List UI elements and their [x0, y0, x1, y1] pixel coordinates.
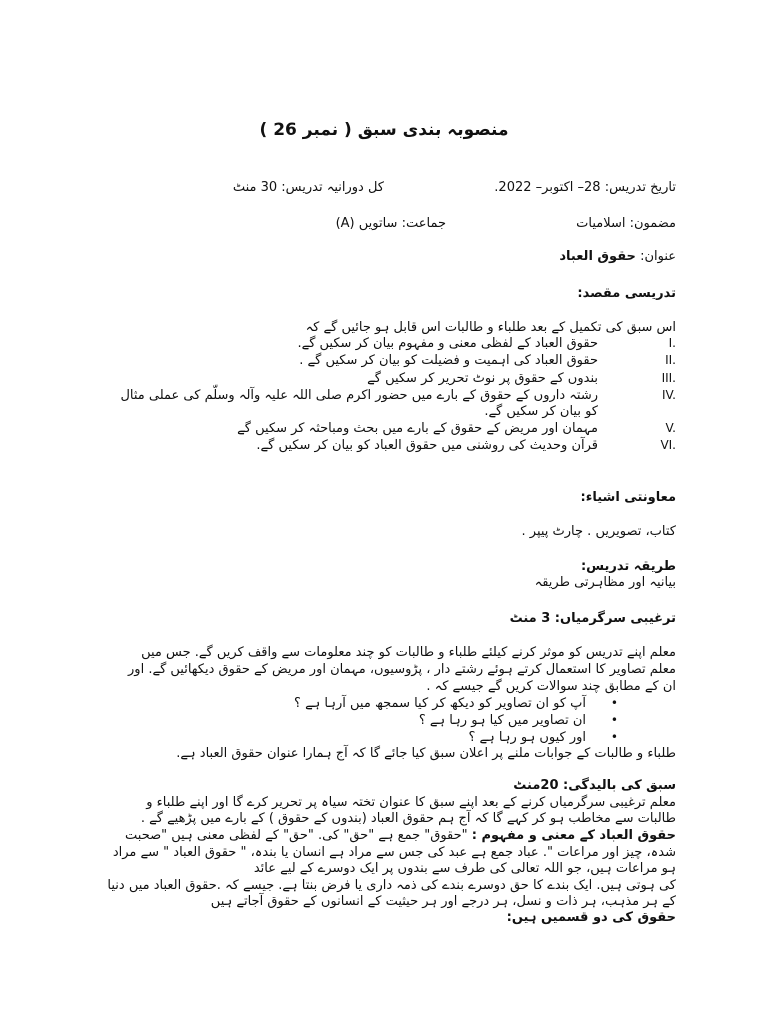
paragraph-line: شدہ، چیز اور مراعات ". عباد جمع ہے عبد کی جس سے مراد ہے انسان یا بندہ، " حقوق العباد " سے مراد [112, 845, 676, 860]
paragraph-line: معلم تصاویر کا استعمال کرتے ہوئے رشتے دار ، پڑوسیوں، مہمان اور مریض کے حقوق دیکھائیں گے. اور [128, 662, 676, 677]
subject: مضمون: اسلامیات [576, 216, 676, 231]
total-duration: کل دورانیہ تدریس: 30 منٹ [232, 180, 384, 195]
teaching-date: تاریخ تدریس: 28– اکتوبر– 2022. [494, 180, 676, 195]
topic-value: حقوق العباد [559, 249, 636, 264]
method-heading: طریقہ تدریس: [580, 559, 676, 574]
objective-item: I. حقوق العباد کے لفظی معنی و مفہوم بیان کر سکیں گے. [297, 336, 676, 351]
paragraph-line: کے ہر مذہب، ہر ذات و نسل، ہر درجے اور ہر حیثیت کے انسانوں کے حقوق آجاتے ہیں [210, 894, 676, 909]
paragraph-line: معلم اپنے تدریس کو موثر کرنے کیلئے طلباء و طالبات کو چند معلومات سے واقف کریں گے. جس میں [141, 645, 676, 660]
topic [559, 249, 676, 265]
paragraph-line: معلم ترغیبی سرگرمیاں کرنے کے بعد اپنے سبق کا عنوان تختہ سیاہ پر تحریر کرے گا اور اپنے طلباء و [146, 795, 676, 810]
objective-item: III. بندوں کے حقوق پر نوٹ تحریر کر سکیں گے [367, 371, 676, 386]
objective-item: VI. قرآن وحدیث کی روشنی میں حقوق العباد کو بیان کر سکیں گے. [256, 438, 676, 453]
class: (A) جماعت: ساتویں [335, 216, 446, 231]
activities-heading: ترغیبی سرگرمیاں: 3 منٹ [509, 611, 676, 626]
bullet-icon: • [610, 696, 618, 710]
aids-text: کتاب، تصویریں . چارٹ پیپر . [521, 524, 676, 539]
meaning-label: حقوق العباد کے معنی و مفہوم : [471, 828, 676, 843]
types-heading: حقوق کی دو قسمیں ہیں: [506, 910, 676, 925]
objectives-heading: تدریسی مقصد: [577, 286, 676, 301]
objective-item-continuation: کو بیان کر سکیں گے. [484, 404, 598, 419]
paragraph-line: حقوق العباد کے معنی و مفہوم : "حقوق" جمع ہے "حق" کی. "حق" کے لفظی معنی ہیں "صحبت [125, 828, 676, 843]
bullet-icon: • [610, 713, 618, 727]
paragraph-line: ان کے مطابق چند سوالات کریں گے جیسے کہ . [426, 679, 676, 694]
topic-label: عنوان: [640, 249, 676, 264]
objective-item: II. حقوق العباد کی اہمیت و فضیلت کو بیان کر سکیں گے . [299, 353, 676, 368]
paragraph-line: ہو مراعات ہیں، جو اللہ تعالی کی طرف سے بندوں پر ایک دوسرے کے لیے عائد [253, 861, 676, 876]
activities-closing: طلباء و طالبات کے جوابات ملنے پر اعلان سبق کیا جائے گا کہ آج ہمارا عنوان حقوق العباد ہے. [176, 746, 676, 761]
aids-heading: معاونتی اشیاء: [580, 490, 676, 505]
paragraph-line: طالبات سے مخاطب ہو کر کہے گا کہ آج ہم حقوق العباد (بندوں کے حقوق ) کے بارے میں پڑھیے گے . [140, 811, 676, 826]
page-title: منصوبہ بندی سبق ( نمبر 26 ) [259, 120, 509, 140]
lesson-heading: سبق کی بالیدگی: 20منٹ [513, 778, 676, 793]
method-text: بیانیہ اور مظاہرتی طریقہ [534, 575, 676, 590]
objectives-intro: اس سبق کی تکمیل کے بعد طلباء و طالبات اس قابل ہو جائیں گے کہ [305, 320, 676, 335]
objective-item: IV. رشتہ داروں کے حقوق کے بارے میں حضور اکرم صلی اللہ علیہ وآلہ وسلّم کی عملی مثال [120, 388, 676, 403]
document-page: منصوبہ بندی سبق ( نمبر 26 ) تاریخ تدریس: 28– اکتوبر– 2022. کل دورانیہ تدریس: 30 منٹ مضمون: اسلامیات (A) جماعت: ساتویں عنوان: حقوق العباد تدریسی مقصد: اس سبق کی تکمیل کے بعد طلباء و طالبات اس قابل ہو جائیں گے کہ I. حقوق العباد کے لفظی معنی و مفہوم بیان کر سکیں گے. II. حقوق العباد کی اہمیت و فضیلت کو بیان کر سکیں گے . III. بندوں کے حقوق پر نوٹ تحریر کر سکیں گے IV. رشتہ داروں کے حقوق کے بارے میں حضور اکرم صلی اللہ علیہ وآلہ وسلّم کی عملی مثال کو بیان کر سکیں گے. V. مہمان اور مریض کے حقوق کے بارے میں بحث ومباحثہ کر سکیں گے VI. قرآن وحدیث کی روشنی میں حقوق العباد کو بیان کر سکیں گے. معاونتی اشیاء: کتاب، تصویریں . چارٹ پیپر . طریقہ تدریس: بیانیہ اور مظاہرتی طریقہ ترغیبی سرگرمیاں: 3 منٹ معلم اپنے تدریس کو موثر کرنے کیلئے طلباء و طالبات کو چند معلومات سے واقف کریں گے. جس میں معلم تصاویر کا استعمال کرتے ہوئے رشتے دار ، پڑوسیوں، مہمان اور مریض کے حقوق دیکھائیں گے. اور ان کے مطابق چند سوالات کریں گے جیسے کہ . • آپ کو ان تصاویر کو دیکھ کر کیا سمجھ میں آرہا ہے ؟ • ان تصاویر میں کیا ہو رہا ہے ؟ • اور کیوں ہو رہا ہے ؟ طلباء و طالبات کے جوابات ملنے پر اعلان سبق کیا جائے گا کہ آج ہمارا عنوان حقوق العباد ہے. سبق کی بالیدگی: 20منٹ معلم ترغیبی سرگرمیاں کرنے کے بعد اپنے سبق کا عنوان تختہ سیاہ پر تحریر کرے گا اور اپنے طلباء و طالبات سے مخاطب ہو کر کہے گا کہ آج ہم حقوق العباد (بندوں کے حقوق ) کے بارے میں پڑھیے گے . حقوق العباد کے معنی و مفہوم : "حقوق" جمع ہے "حق" کی. "حق" کے لفظی معنی ہیں "صحبت شدہ، چیز اور مراعات ". عباد جمع ہے عبد کی جس سے مراد ہے انسان یا بندہ، " حقوق العباد " سے مراد ہو مراعات ہیں، جو اللہ تعالی کی طرف سے بندوں پر ایک دوسرے کے لیے عائد کی ہوتی ہیں. ایک بندے کا حق دوسرے بندے کی ذمہ داری یا فرض بنتا ہے. جیسے کہ .حقوق العباد میں دنیا کے ہر مذہب، ہر ذات و نسل، ہر درجے اور ہر حیثیت کے انسانوں کے حقوق آجاتے ہیں حقوق کی دو قسمیں ہیں: [0, 0, 768, 1024]
paragraph-line: کی ہوتی ہیں. ایک بندے کا حق دوسرے بندے کی ذمہ داری یا فرض بنتا ہے. جیسے کہ .حقوق العباد میں دنیا [107, 878, 676, 893]
bullet-icon: • [610, 730, 618, 744]
objective-item: V. مہمان اور مریض کے حقوق کے بارے میں بحث ومباحثہ کر سکیں گے [237, 421, 676, 436]
